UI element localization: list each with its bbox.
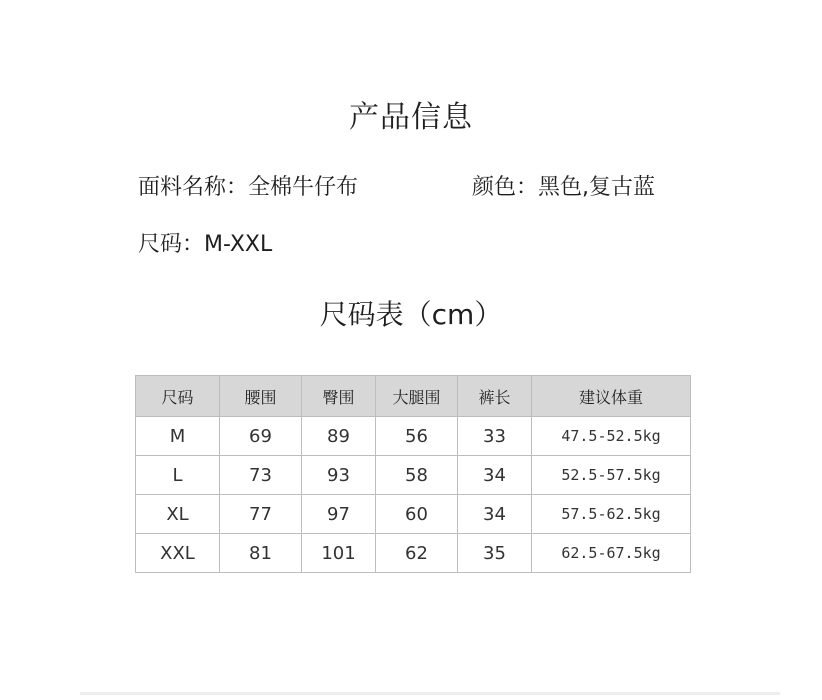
- table-row: [136, 534, 691, 573]
- table-row: [136, 456, 691, 495]
- cell-waist: 69: [220, 417, 302, 456]
- header-size: 尺码: [136, 376, 220, 417]
- page-title: 产品信息: [349, 100, 473, 135]
- cell-weight: 47.5-52.5kg: [532, 417, 691, 456]
- color-info: 颜色：黑色,复古蓝: [472, 175, 655, 200]
- cell-size: M: [136, 417, 220, 456]
- cell-size: XXL: [136, 534, 220, 573]
- header-thigh: 大腿围: [376, 376, 458, 417]
- cell-size: L: [136, 456, 220, 495]
- header-hip: 臀围: [302, 376, 376, 417]
- cell-hip: 101: [302, 534, 376, 573]
- cell-hip: 93: [302, 456, 376, 495]
- header-weight: 建议体重: [532, 376, 691, 417]
- table-row: [136, 417, 691, 456]
- cell-length: 34: [458, 495, 532, 534]
- size-chart-title: 尺码表（cm）: [319, 298, 503, 331]
- size-chart-table: [135, 375, 691, 573]
- bottom-divider: [80, 692, 780, 695]
- cell-weight: 62.5-67.5kg: [532, 534, 691, 573]
- table-row: [136, 495, 691, 534]
- cell-length: 35: [458, 534, 532, 573]
- cell-length: 33: [458, 417, 532, 456]
- cell-weight: 52.5-57.5kg: [532, 456, 691, 495]
- cell-thigh: 56: [376, 417, 458, 456]
- cell-size: XL: [136, 495, 220, 534]
- header-waist: 腰围: [220, 376, 302, 417]
- size-range-info: 尺码：M-XXL: [138, 232, 273, 257]
- cell-thigh: 60: [376, 495, 458, 534]
- header-length: 裤长: [458, 376, 532, 417]
- cell-thigh: 58: [376, 456, 458, 495]
- cell-weight: 57.5-62.5kg: [532, 495, 691, 534]
- cell-hip: 89: [302, 417, 376, 456]
- fabric-info: 面料名称：全棉牛仔布: [138, 175, 359, 200]
- cell-length: 34: [458, 456, 532, 495]
- cell-thigh: 62: [376, 534, 458, 573]
- cell-waist: 77: [220, 495, 302, 534]
- cell-waist: 81: [220, 534, 302, 573]
- cell-hip: 97: [302, 495, 376, 534]
- table-header-row: [136, 376, 691, 417]
- cell-waist: 73: [220, 456, 302, 495]
